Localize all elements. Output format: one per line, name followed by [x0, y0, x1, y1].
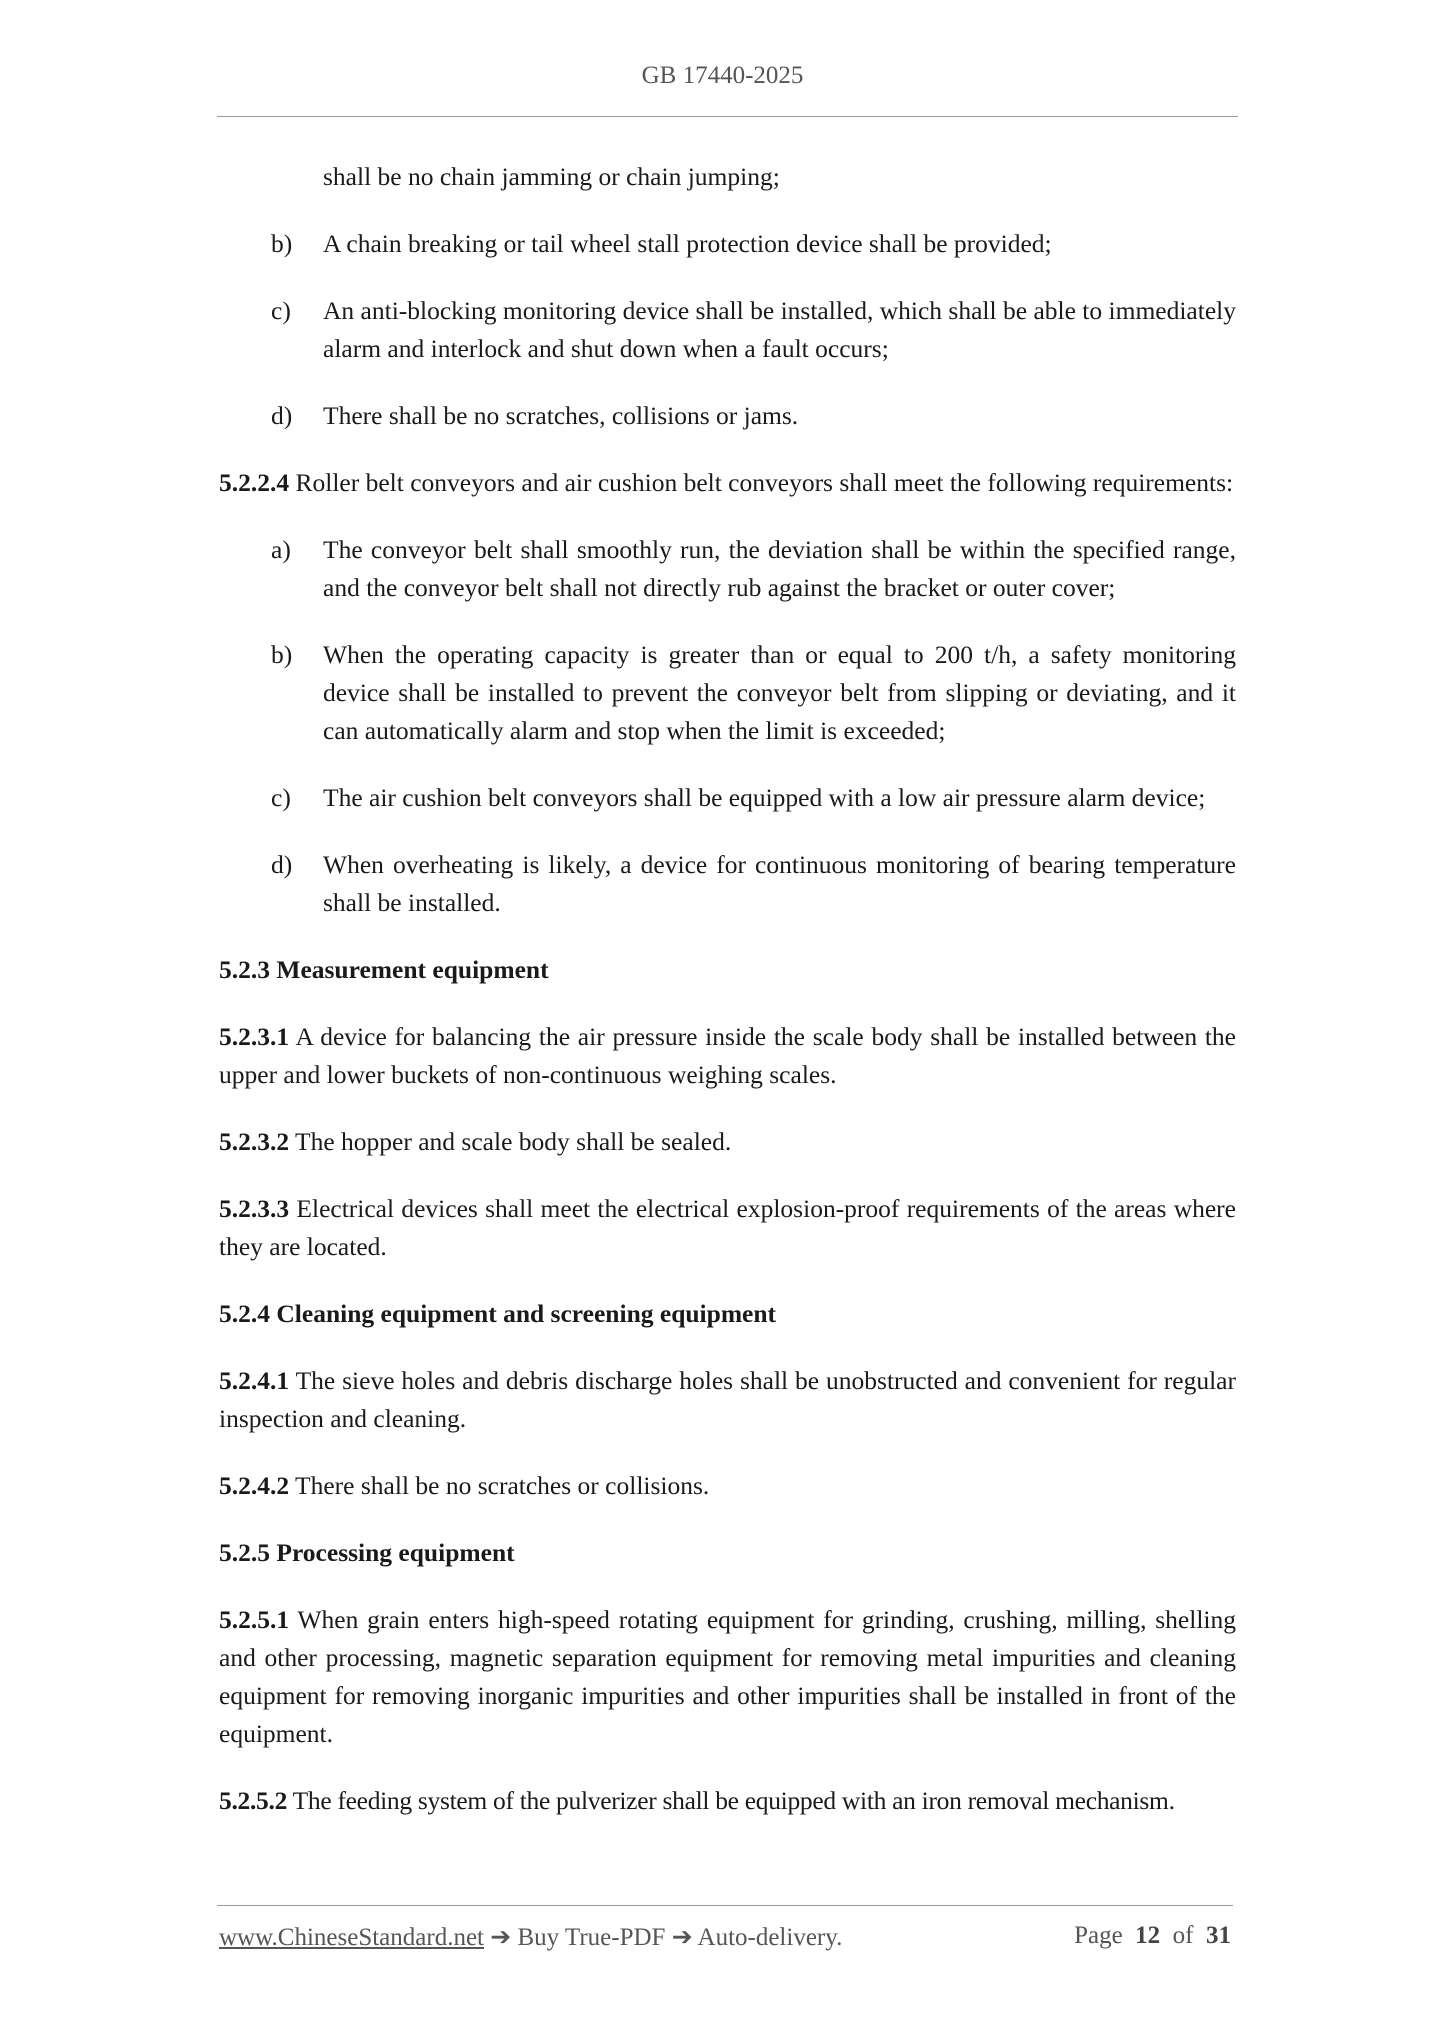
- footer-promo: www.ChineseStandard.net ➔ Buy True-PDF ➔ Auto-delivery.: [219, 1924, 843, 1951]
- list-item: c) The air cushion belt conveyors shall be equipped with a low air pressure alarm device;: [271, 783, 1206, 812]
- clause-5-2-3-3: 5.2.3.3 Electrical devices shall meet the electrical explosion-proof requirements of the areas where they are located.: [219, 1194, 1236, 1261]
- header-rule: [217, 116, 1238, 117]
- footer-rule: [217, 1905, 1233, 1906]
- section-heading-5-2-5: 5.2.5 Processing equipment: [219, 1538, 515, 1567]
- clause-5-2-4-1: 5.2.4.1 The sieve holes and debris discharge holes shall be unobstructed and convenient for regular inspection and cleaning.: [219, 1366, 1236, 1433]
- list-item: a) The conveyor belt shall smoothly run, the deviation shall be within the specified range, and the conveyor belt shall not directly rub against the bracket or outer cover;: [271, 535, 1236, 602]
- list-continuation: shall be no chain jamming or chain jumping;: [323, 162, 780, 191]
- section-heading-5-2-3: 5.2.3 Measurement equipment: [219, 955, 549, 984]
- clause-5-2-5-2: 5.2.5.2 The feeding system of the pulverizer shall be equipped with an iron removal mechanism.: [219, 1786, 1175, 1815]
- clause-5-2-3-1: 5.2.3.1 A device for balancing the air pressure inside the scale body shall be installed between the upper and lower buckets of non-continuous weighing scales.: [219, 1022, 1236, 1089]
- arrow-icon: ➔: [671, 1924, 693, 1951]
- clause-5-2-5-1: 5.2.5.1 When grain enters high-speed rotating equipment for grinding, crushing, milling, shelling and other processing, magnetic separation equipment for removing metal impurities and cleaning equipment for removing inorganic impurities and other impurities shall be installed in front of the equipment.: [219, 1605, 1236, 1748]
- section-heading-5-2-4: 5.2.4 Cleaning equipment and screening equipment: [219, 1299, 777, 1328]
- page-number: Page 12 of 31: [1074, 1922, 1231, 1949]
- clause-5-2-3-2: 5.2.3.2 The hopper and scale body shall be sealed.: [219, 1127, 732, 1156]
- list-item: b) When the operating capacity is greater than or equal to 200 t/h, a safety monitoring device shall be installed to prevent the conveyor belt from slipping or deviating, and it can automatically alarm and stop when the limit is exceeded;: [271, 640, 1236, 745]
- list-item: d) There shall be no scratches, collisions or jams.: [271, 401, 799, 430]
- site-link[interactable]: www.ChineseStandard.net: [219, 1924, 484, 1951]
- list-item: b) A chain breaking or tail wheel stall protection device shall be provided;: [271, 229, 1052, 258]
- page-body: [219, 158, 1236, 1849]
- list-item: d) When overheating is likely, a device for continuous monitoring of bearing temperature shall be installed.: [271, 850, 1236, 917]
- arrow-icon: ➔: [490, 1924, 512, 1951]
- list-item: c) An anti-blocking monitoring device shall be installed, which shall be able to immediately alarm and interlock and shut down when a fault occurs;: [271, 296, 1236, 363]
- clause-5-2-4-2: 5.2.4.2 There shall be no scratches or collisions.: [219, 1471, 710, 1500]
- clause-5-2-2-4: 5.2.2.4 Roller belt conveyors and air cushion belt conveyors shall meet the following requirements:: [219, 468, 1234, 497]
- page-header: GB 17440-2025: [641, 62, 804, 89]
